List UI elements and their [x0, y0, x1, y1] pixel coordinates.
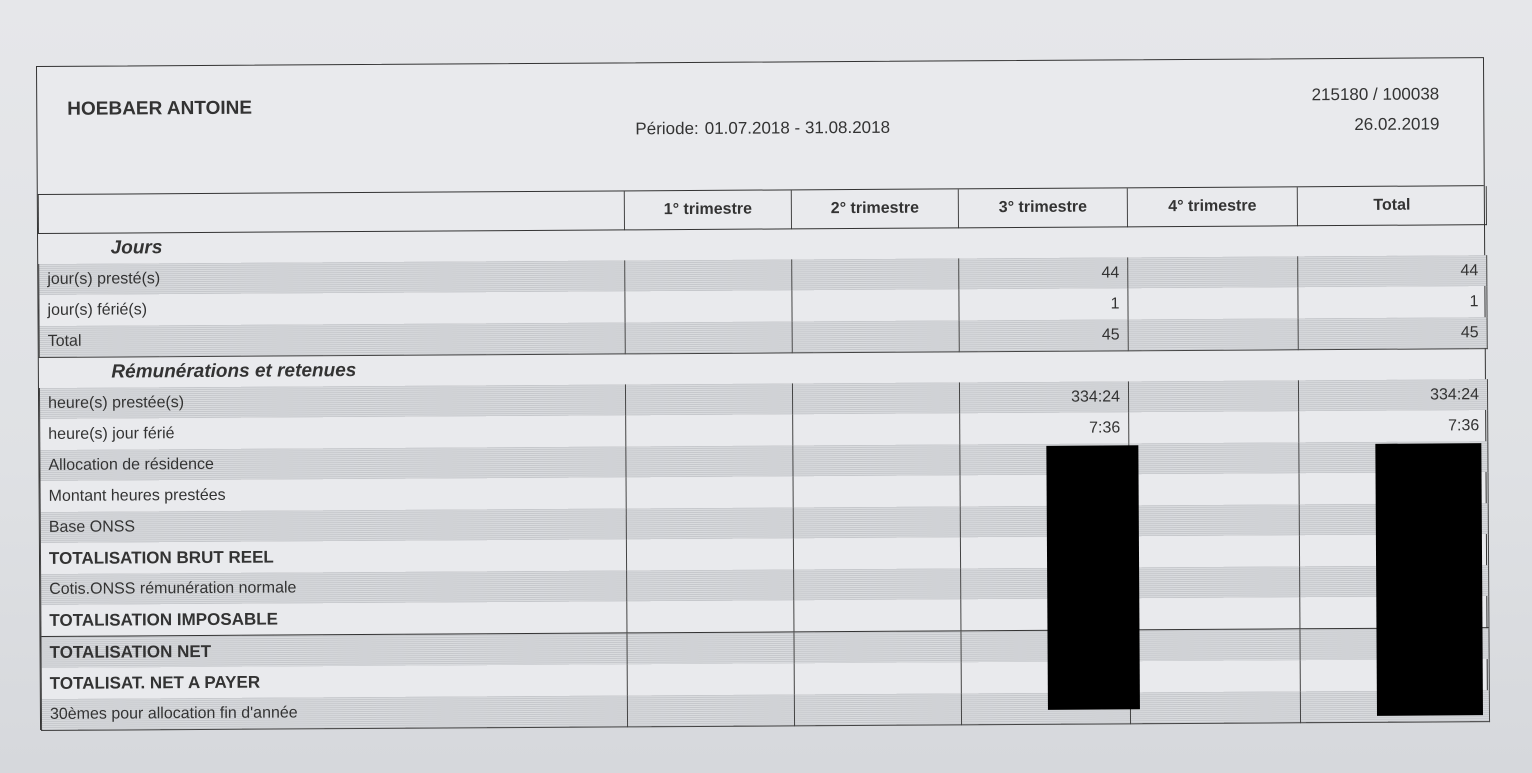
cell-q4	[1129, 411, 1299, 443]
cell-q3: 7:36	[960, 412, 1129, 444]
row-label: Montant heures prestées	[40, 477, 626, 512]
cell-q3: 45	[959, 319, 1128, 352]
cell-q1	[625, 383, 792, 415]
cell-q2	[794, 568, 961, 600]
cell-total: 7:36	[1299, 410, 1488, 442]
row-label: Base ONSS	[40, 508, 626, 543]
cell-q2	[793, 537, 960, 569]
cell-q4	[1129, 473, 1299, 505]
cell-q1	[626, 476, 793, 508]
cell-q4	[1128, 318, 1298, 351]
row-label: Cotis.ONSS rémunération normale	[41, 570, 627, 605]
row-label: heure(s) jour férié	[40, 415, 626, 450]
cell-q1	[627, 663, 794, 695]
cell-q2	[792, 258, 959, 290]
cell-total: 1	[1298, 286, 1487, 318]
cell-q2	[793, 506, 960, 538]
cell-q2	[793, 413, 960, 445]
cell-q1	[626, 445, 793, 477]
row-label: 30èmes pour allocation fin d'année	[41, 695, 627, 730]
row-label: TOTALISATION BRUT REEL	[40, 539, 626, 574]
cell-q4	[1129, 535, 1299, 567]
row-label: jour(s) presté(s)	[39, 260, 625, 295]
cell-q4	[1128, 380, 1298, 412]
cell-q2	[793, 475, 960, 507]
cell-q2	[794, 693, 961, 726]
column-header-label	[38, 191, 624, 233]
row-label: Total	[39, 322, 625, 357]
cell-q1	[626, 414, 793, 446]
redaction-block-total	[1375, 443, 1483, 716]
cell-q4	[1129, 504, 1299, 536]
column-header-total: Total	[1297, 186, 1486, 226]
cell-q3: 334:24	[959, 381, 1128, 413]
period	[635, 118, 890, 140]
cell-q3: 44	[959, 257, 1128, 289]
cell-q4	[1128, 287, 1298, 319]
cell-q2	[792, 289, 959, 321]
column-header-q4: 4° trimestre	[1127, 187, 1297, 227]
cell-q2	[792, 320, 959, 353]
row-label: TOTALISATION IMPOSABLE	[41, 601, 627, 636]
cell-q2	[794, 631, 961, 664]
cell-q4	[1128, 256, 1298, 288]
cell-q1	[626, 538, 793, 570]
redaction-block-q3	[1046, 445, 1140, 710]
row-label: heure(s) prestée(s)	[39, 384, 625, 419]
column-header-q2: 2° trimestre	[791, 189, 958, 229]
section-title: Rémunérations et retenues	[111, 360, 357, 383]
cell-q1	[627, 600, 794, 633]
cell-q1	[625, 259, 792, 291]
section-title: Jours	[110, 237, 163, 259]
period-value: 01.07.2018 - 31.08.2018	[704, 117, 891, 138]
cell-q4	[1130, 629, 1300, 662]
cell-q1	[626, 507, 793, 539]
cell-total: 334:24	[1298, 379, 1487, 411]
cell-q1	[625, 290, 792, 322]
employee-name: HOEBAER ANTOINE	[67, 97, 253, 120]
row-label: TOTALISAT. NET A PAYER	[41, 664, 627, 699]
cell-q3: 1	[959, 288, 1128, 320]
cell-q4	[1130, 691, 1300, 724]
quarterly-table	[38, 186, 1490, 731]
salary-statement	[36, 57, 1488, 730]
cell-q2	[793, 444, 960, 476]
reference-number: 215180 / 100038	[1311, 84, 1440, 105]
cell-q4	[1130, 566, 1300, 598]
cell-q1	[627, 569, 794, 601]
cell-total: 45	[1298, 317, 1487, 350]
column-header-q3: 3° trimestre	[958, 188, 1127, 228]
cell-q4	[1130, 660, 1300, 692]
cell-q1	[625, 321, 792, 354]
document-date: 26.02.2019	[1354, 114, 1440, 134]
row-label: Allocation de résidence	[40, 446, 626, 481]
cell-q4	[1129, 442, 1299, 474]
cell-q2	[794, 662, 961, 694]
column-header-q1: 1° trimestre	[624, 190, 791, 230]
cell-total: 44	[1298, 255, 1487, 287]
row-label: TOTALISATION NET	[41, 633, 627, 668]
cell-q4	[1130, 597, 1300, 630]
cell-q2	[794, 599, 961, 632]
cell-q1	[627, 632, 794, 665]
period-label: Période:	[635, 118, 699, 139]
cell-q2	[792, 382, 959, 414]
cell-q1	[627, 694, 794, 727]
row-label: jour(s) férié(s)	[39, 291, 625, 326]
statement-header	[37, 58, 1484, 195]
